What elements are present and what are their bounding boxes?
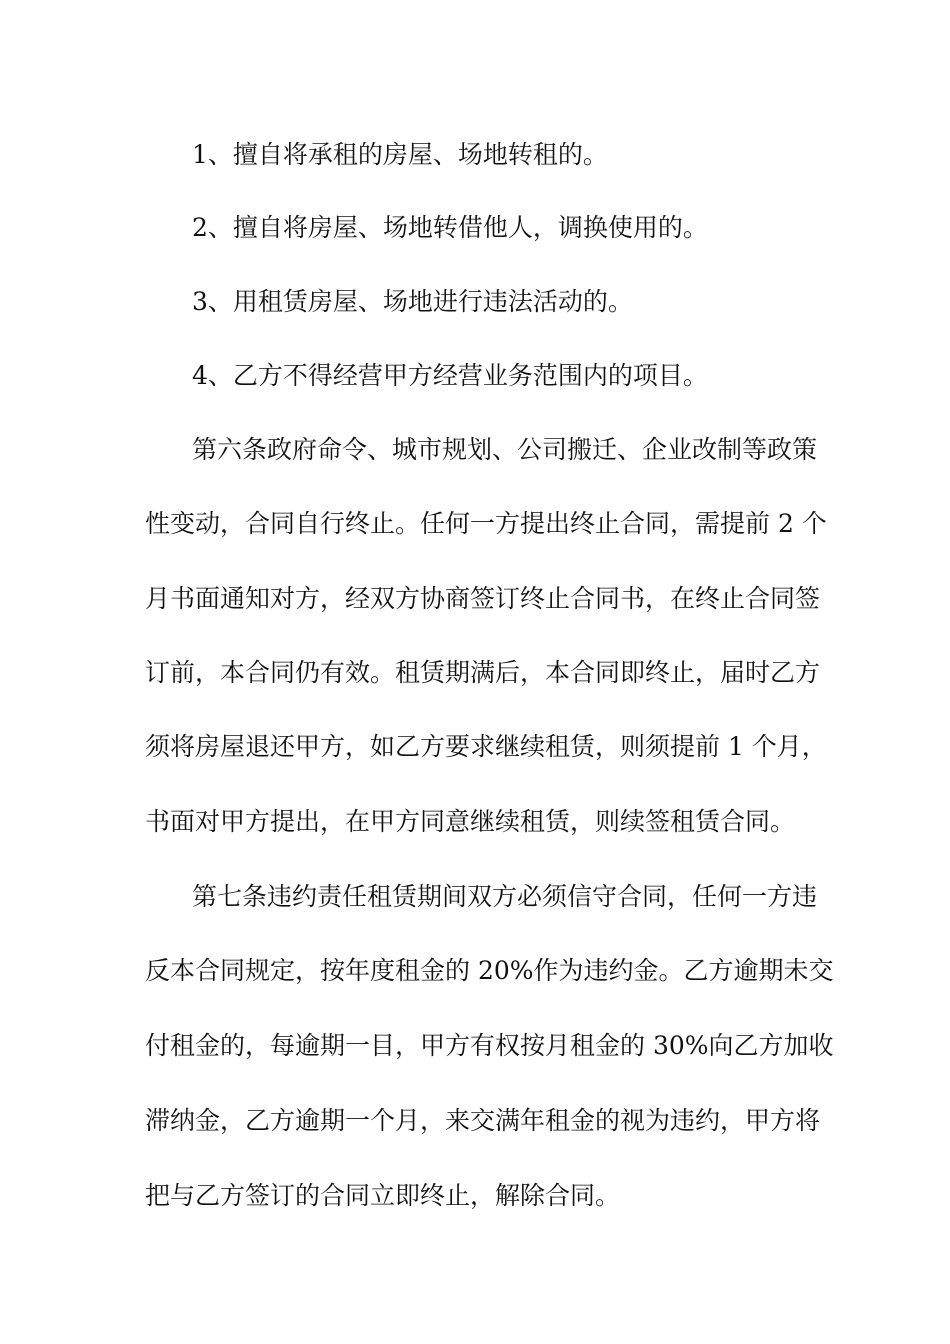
article-6-line-2: 性变动，合同自行终止。任何一方提出终止合同，需提前 2 个	[145, 509, 827, 538]
article-6-line-1: 第六条政府命令、城市规划、公司搬迁、企业改制等政策	[192, 435, 818, 464]
article-6-line-3: 月书面通知对方，经双方协商签订终止合同书，在终止合同签	[145, 584, 821, 613]
article-7-line-2: 反本合同规定，按年度租金的 20%作为违约金。乙方逾期未交	[145, 956, 834, 985]
clause-item-1: 1、擅自将承租的房屋、场地转租的。	[192, 140, 608, 169]
clause-item-4: 4、乙方不得经营甲方经营业务范围内的项目。	[192, 361, 708, 390]
clause-item-2: 2、擅自将房屋、场地转借他人，调换使用的。	[192, 213, 708, 242]
article-7-line-1: 第七条违约责任租赁期间双方必须信守合同，任何一方违	[192, 882, 818, 911]
article-7-line-3: 付租金的，每逾期一目，甲方有权按月租金的 30%向乙方加收	[145, 1031, 834, 1060]
article-6-line-6: 书面对甲方提出，在甲方同意继续租赁，则续签租赁合同。	[145, 807, 796, 836]
clause-item-3: 3、用租赁房屋、场地进行违法活动的。	[192, 287, 633, 316]
article-7-line-4: 滞纳金，乙方逾期一个月，来交满年租金的视为违约，甲方将	[145, 1106, 821, 1135]
article-6-line-4: 订前，本合同仍有效。租赁期满后，本合同即终止，届时乙方	[145, 658, 821, 687]
article-6-line-5: 须将房屋退还甲方，如乙方要求继续租赁，则须提前 1 个月，	[145, 732, 827, 761]
article-7-line-5: 把与乙方签订的合同立即终止，解除合同。	[145, 1181, 621, 1210]
